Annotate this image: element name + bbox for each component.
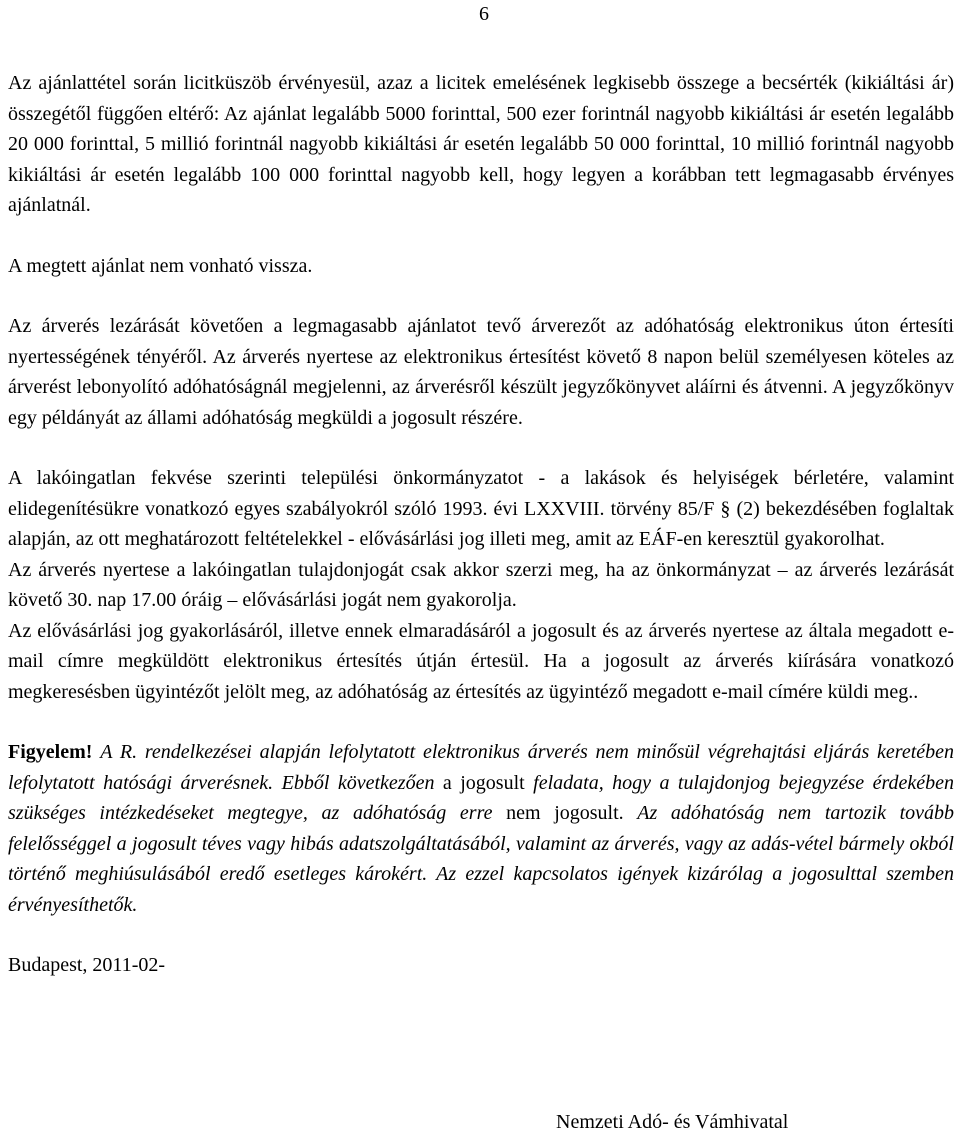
warning-text-4: nem jogosult.	[506, 802, 624, 824]
paragraph-preemption-right: A lakóingatlan fekvése szerinti települési önkormányzatot - a lakások és helyiségek bérletére, valamint elidegenítésükre vonatkozó egyes szabályokról szóló 1993. évi LXXVIII. törvény 85/F § (2) bekezdésében foglaltak alapján, az ott meghatározott feltételekkel - elővásárlási jog illeti meg, amit az EÁF-en keresztül gyakorolhat.	[8, 467, 954, 550]
document-body	[8, 68, 954, 981]
paragraph-bid-increment: Az ajánlattétel során licitküszöb érvényesül, azaz a licitek emelésének legkisebb összege a becsérték (kikiáltási ár) összegétől függően eltérő: Az ajánlat legalább 5000 forinttal, 500 ezer forintnál nagyobb kikiáltási ár esetén legalább 20 000 forinttal, 5 millió forintnál nagyobb kikiáltási ár esetén legalább 50 000 forinttal, 10 millió forintnál nagyobb kikiáltási ár esetén legalább 100 000 forinttal nagyobb kell, hogy legyen a korábban tett legmagasabb érvényes ajánlatnál.	[8, 72, 954, 216]
warning-text-5: Az adóhatóság nem tartozik tovább felelősséggel a jogosult téves vagy hibás adatszolgáltatásából, valamint az árverés, vagy az adás-vétel bármely okból történő meghiúsulásából eredő esetleges károkért. Az ezzel kapcsolatos igények kizárólag a jogosulttal szemben érvényesíthetők.	[8, 802, 955, 916]
warning-text-3: feladata, hogy a tulajdonjog bejegyzése érdekében szükséges intézkedéseket megtegye, az adóhatóság erre	[8, 771, 954, 824]
place-date: Budapest, 2011-02-	[8, 954, 166, 976]
paragraph-preemption-notice: Az elővásárlási jog gyakorlásáról, illetve ennek elmaradásáról a jogosult és az árverés nyertese az általa megadott e-mail címre megküldött elektronikus értesítés útján értesül. Ha a jogosult az árverés kiírására vonatkozó megkeresésben ügyintézőt jelölt meg, az adóhatóság az értesítés az ügyintéző megadott e-mail címére küldi meg..	[8, 619, 954, 703]
warning-paragraph	[8, 737, 954, 920]
page-number: 6	[479, 3, 489, 25]
paragraph-auction-closing: Az árverés lezárását követően a legmagasabb ajánlatot tevő árverezőt az adóhatóság elektronikus úton értesíti nyertességének tényéről. Az árverés nyertese az elektronikus értesítést követő 8 napon belül személyesen köteles az árverést lebonyolító adóhatóságnál megjelenni, az árverésről készült jegyzőkönyvet aláírni és átvenni. A jegyzőkönyv egy példányát az állami adóhatóság megküldi a jogosult részére.	[8, 315, 954, 429]
warning-text-2: a jogosult	[442, 771, 525, 794]
warning-label: Figyelem!	[8, 741, 93, 763]
paragraph-ownership-transfer: Az árverés nyertese a lakóingatlan tulajdonjogát csak akkor szerzi meg, ha az önkormányzat – az árverés lezárását követő 30. nap 17.00 óráig – elővásárlási jogát nem gyakorolja.	[8, 558, 954, 611]
signature-authority: Nemzeti Adó- és Vámhivatal	[556, 1111, 789, 1133]
warning-text-1: A R. rendelkezései alapján lefolytatott elektronikus árverés nem minősül végrehajtási eljárás keretében lefolytatott hatósági árverésnek. Ebből következően	[8, 741, 955, 794]
paragraph-bid-irrevocable: A megtett ajánlat nem vonható vissza.	[8, 254, 313, 277]
